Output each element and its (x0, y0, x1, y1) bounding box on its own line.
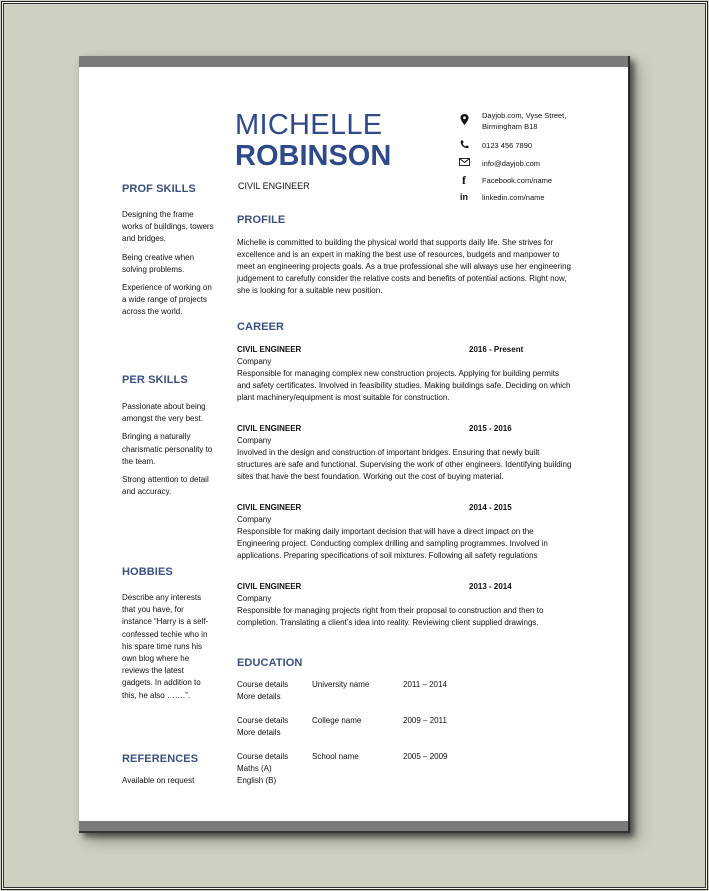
education-dates: 2011 – 2014 (403, 680, 447, 689)
phone-link[interactable]: 0123 456 7890 (482, 141, 533, 150)
linkedin-link[interactable]: linkedin.com/name (482, 193, 545, 202)
phone-icon (457, 140, 471, 152)
job-role: CIVIL ENGINEER (237, 582, 302, 591)
skill-item: Passionate about being amongst the very best. (122, 402, 206, 424)
job-dates: 2014 - 2015 (469, 503, 512, 512)
job-company: Company (237, 594, 272, 603)
job-description: Responsible for managing complex new construction projects. Applying for building permits and safety certificates. Involved in feasibility studies. Making buildings safe. Deciding on which plant machinery/equipment is most suitable for construction. (237, 369, 571, 402)
education-dates: 2009 – 2011 (403, 716, 447, 725)
institution: School name (312, 752, 359, 761)
profile-text: Michelle is committed to building the physical world that supports daily life. She strives for excellence and is an expert in making the best use of resources, budgets and manpower to meet an engineering projects goals. As a true professional she will always use her engineering judgement to carefully consider the relative costs and benefits of potential actions. Right now, she is looking for a suitable new position. (237, 238, 571, 295)
job-dates: 2016 - Present (469, 345, 524, 354)
facebook-icon: f (462, 173, 466, 187)
job-role: CIVIL ENGINEER (237, 345, 302, 354)
skill-item: Experience of working on a wide range of projects across the world. (122, 283, 212, 317)
email-link[interactable]: info@dayjob.com (482, 159, 541, 168)
top-band (79, 56, 628, 67)
hobbies-heading: HOBBIES (122, 566, 173, 578)
job-description: Involved in the design and construction of important bridges. Ensuring that newly built structures are safe and functional. Supervising the work of other engineers. Identifying building sites that have the best foundation. Working out the cost of buying material. (237, 448, 572, 481)
per-skills-heading: PER SKILLS (122, 374, 188, 386)
job-role: CIVIL ENGINEER (237, 503, 302, 512)
map-pin-icon (457, 114, 471, 128)
job-company: Company (237, 357, 272, 366)
job-company: Company (237, 515, 272, 524)
job-title: CIVIL ENGINEER (238, 181, 310, 191)
job-description: Responsible for managing projects right from their proposal to construction and then to completion. Translating a client’s idea into reality. Reviewing client supplied drawings. (237, 606, 544, 627)
institution: University name (312, 680, 370, 689)
references-text: Available on request (122, 776, 195, 785)
bottom-band (79, 821, 628, 833)
job-dates: 2015 - 2016 (469, 424, 512, 433)
references-heading: REFERENCES (122, 753, 199, 765)
job-description: Responsible for making daily important decision that will have a direct impact on the Engineering project. Conducting complex drilling and sampling programmes. Involved in applications. Preparing specifications of soil mixtures. Following all safety regulations (237, 527, 548, 560)
course-details: Course details More details (237, 680, 289, 701)
skill-item: Bringing a naturally charismatic personality to the team. (122, 432, 213, 466)
job-role: CIVIL ENGINEER (237, 424, 302, 433)
resume-page: MICHELLE ROBINSON CIVIL ENGINEER Dayjob.com, Vyse Street, Birmingham B18 0123 456 7890 info@dayjob.com f Facebook.com/name in linkedin.com/name PROF SKILLS Designing the frame works of buildings, towers and bridges. Being creative when solving problems. Experience of working on a wide range of projects across the world. PER SKILLS Passionate about being amongst the very best. Bringing a naturally charismatic personality to the team. Strong attention to detail and accuracy. HOBBIES Describe any interests that you have, for instance “Harry is a self-confessed techie who in his spare time runs his own blog where he reviews the latest gadgets. In addition to this, he also …….”. REFERENCES Available on request PROFILE Michelle is committed to building the physical world that supports daily life. She strives for excellence and is an expert in making the best use of resources, budgets and manpower to meet an engineering projects goals. As a true professional she will always use her engineering judgement to carefully consider the relative costs and benefits of potential actions. Right now, she is looking for a suitable new position. CAREER CIVIL ENGINEER 2016 - Present Company Responsible for managing complex new construction projects. Applying for building permits and safety certificates. Involved in feasibility studies. Making buildings safe. Deciding on which plant machinery/equipment is most suitable for construction. CIVIL ENGINEER 2015 - 2016 Company Involved in the design and construction of important bridges. Ensuring that newly built structures are safe and functional. Supervising the work of other engineers. Identifying building sites that have the best foundation. Working out the cost of buying material. CIVIL ENGINEER 2014 - 2015 Company Responsible for making daily important decision that will have a direct impact on the Engineering project. Conducting complex drilling and sampling programmes. Involved in applications. Preparing specifications of soil mixtures. Following all safety regulations CIVIL ENGINEER 2013 - 2014 Company Responsible for managing projects right from their proposal to construction and then to completion. Translating a client’s idea into reality. Reviewing client supplied drawings. EDUCATION Course details More details University name 2011 – 2014 Course details More details College name 2009 – 2011 Course details Maths (A) English (B) School name 2005 – 2009 (79, 56, 630, 833)
education-dates: 2005 – 2009 (403, 752, 448, 761)
email-icon (457, 158, 471, 169)
institution: College name (312, 716, 362, 725)
education-heading: EDUCATION (237, 657, 303, 669)
profile-heading: PROFILE (237, 214, 286, 226)
skill-item: Designing the frame works of buildings, towers and bridges. (122, 210, 214, 244)
course-details: Course details More details (237, 716, 289, 737)
facebook-link[interactable]: Facebook.com/name (482, 176, 553, 185)
first-name: MICHELLE (235, 109, 383, 141)
per-skills-list (122, 401, 214, 504)
prof-skills-heading: PROF SKILLS (122, 183, 196, 195)
prof-skills-list (122, 209, 214, 325)
career-heading: CAREER (237, 321, 285, 333)
linkedin-icon: in (460, 192, 468, 202)
skill-item: Strong attention to detail and accuracy. (122, 475, 209, 497)
last-name: ROBINSON (235, 140, 392, 172)
job-dates: 2013 - 2014 (469, 582, 512, 591)
hobbies-text: Describe any interests that you have, for instance “Harry is a self-confessed techie who in his spare time runs his own blog where he reviews the latest gadgets. In addition to this, he also …….”. (122, 593, 209, 700)
course-details: Course details Maths (A) English (B) (237, 752, 289, 785)
job-company: Company (237, 436, 272, 445)
skill-item: Being creative when solving problems. (122, 252, 195, 274)
